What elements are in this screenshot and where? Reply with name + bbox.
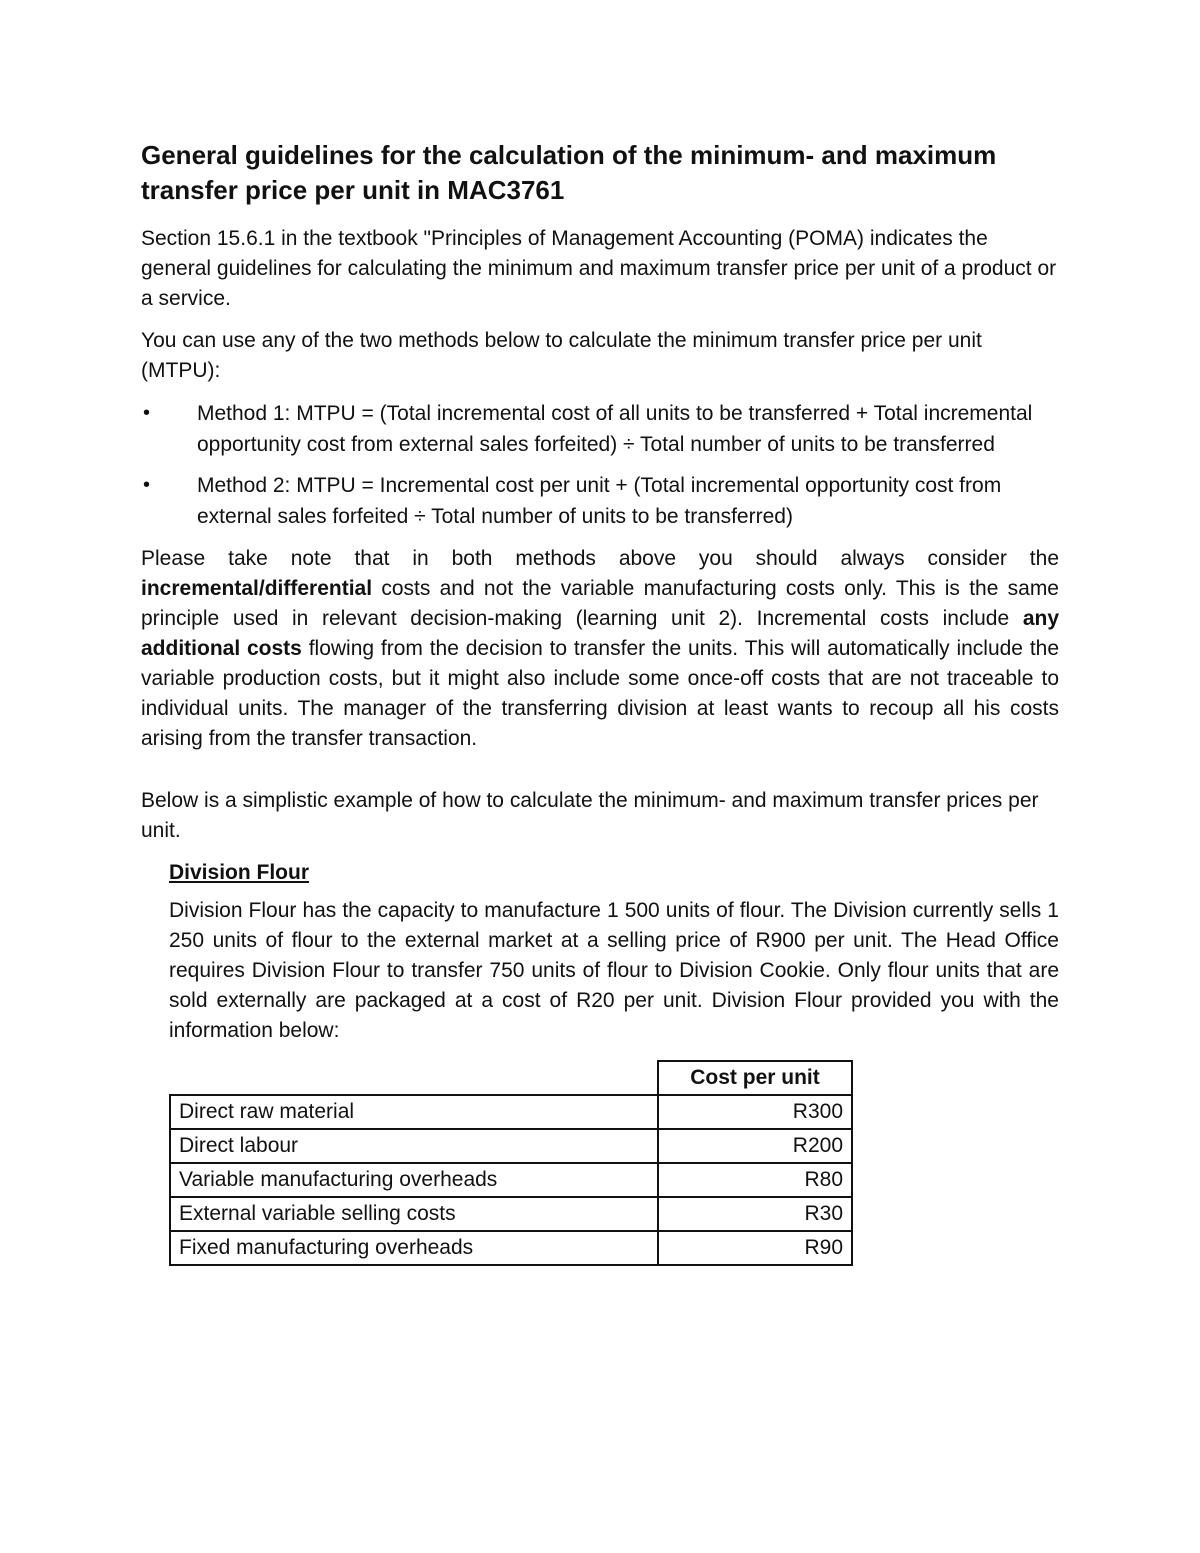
division-description: Division Flour has the capacity to manufacture 1 500 units of flour. The Division currently sells 1 250 units of flour to the external market at a selling price of R900 per unit. The Head Office requires Division Flour to transfer 750 units of flour to Division Cookie. Only flour units that are sold externally are packaged at a cost of R20 per unit. Division Flour provided you with the information below: (169, 899, 1059, 1042)
example-intro-paragraph: Below is a simplistic example of how to calculate the minimum- and maximum transfer prices per unit. (141, 789, 1039, 842)
cost-label: Direct raw material (170, 1095, 658, 1129)
cost-label: Variable manufacturing overheads (170, 1163, 658, 1197)
note-text-end: flowing from the decision to transfer the units. This will automatically include the variable production costs, but it might also include some once-off costs that are not traceable to individual units. The manager of the transferring division at least wants to recoup all his costs arising from the transfer transaction. (141, 637, 1060, 750)
bullet-icon: • (143, 474, 151, 496)
table-row (170, 1095, 852, 1129)
note-text-mid: costs and not the variable manufacturing costs only. This is the same principle used in relevant decision-making (learning unit 2). Incremental costs include (141, 577, 1059, 630)
bullet-icon: • (143, 402, 151, 424)
table-row (170, 1129, 852, 1163)
division-section (169, 858, 1059, 1046)
note-text-start: Please take note that in both methods above you should always consider the (141, 547, 1059, 570)
cost-value: R30 (658, 1197, 852, 1231)
note-paragraph (141, 544, 1059, 754)
note-bold-incremental: incremental/differential (141, 577, 373, 600)
spacer (141, 766, 1059, 786)
method-2-text: Method 2: MTPU = Incremental cost per unit + (Total incremental opportunity cost from external sales forfeited ÷ Total number of units to be transferred) (197, 474, 1002, 528)
methods-intro-paragraph: You can use any of the two methods below to calculate the minimum transfer price per unit (MTPU): (141, 329, 982, 382)
document-page (141, 138, 1059, 1266)
list-item (141, 398, 1059, 460)
table-row (170, 1163, 852, 1197)
table-row (170, 1231, 852, 1265)
division-heading: Division Flour (169, 861, 310, 884)
cost-value: R90 (658, 1231, 852, 1265)
list-item (141, 470, 1059, 532)
cost-value: R80 (658, 1163, 852, 1197)
table-row (170, 1197, 852, 1231)
cost-label: Fixed manufacturing overheads (170, 1231, 658, 1265)
method-1-text: Method 1: MTPU = (Total incremental cost of all units to be transferred + Total incremental opportunity cost from external sales forfeited) ÷ Total number of units to be transferred (197, 402, 1033, 456)
table-header-blank (170, 1061, 658, 1095)
note-bold-additional-costs: any additional costs (141, 607, 1059, 660)
cost-label: Direct labour (170, 1129, 658, 1163)
cost-table (169, 1060, 853, 1266)
document-title: General guidelines for the calculation of the minimum- and maximum transfer price per unit in MAC3761 (141, 140, 997, 205)
table-header-row (170, 1061, 852, 1095)
cost-value: R300 (658, 1095, 852, 1129)
methods-list (141, 398, 1059, 532)
table-header-cost-per-unit: Cost per unit (658, 1061, 852, 1095)
cost-value: R200 (658, 1129, 852, 1163)
cost-label: External variable selling costs (170, 1197, 658, 1231)
intro-paragraph: Section 15.6.1 in the textbook "Principles of Management Accounting (POMA) indicates the general guidelines for calculating the minimum and maximum transfer price per unit of a product or a service. (141, 227, 1057, 310)
